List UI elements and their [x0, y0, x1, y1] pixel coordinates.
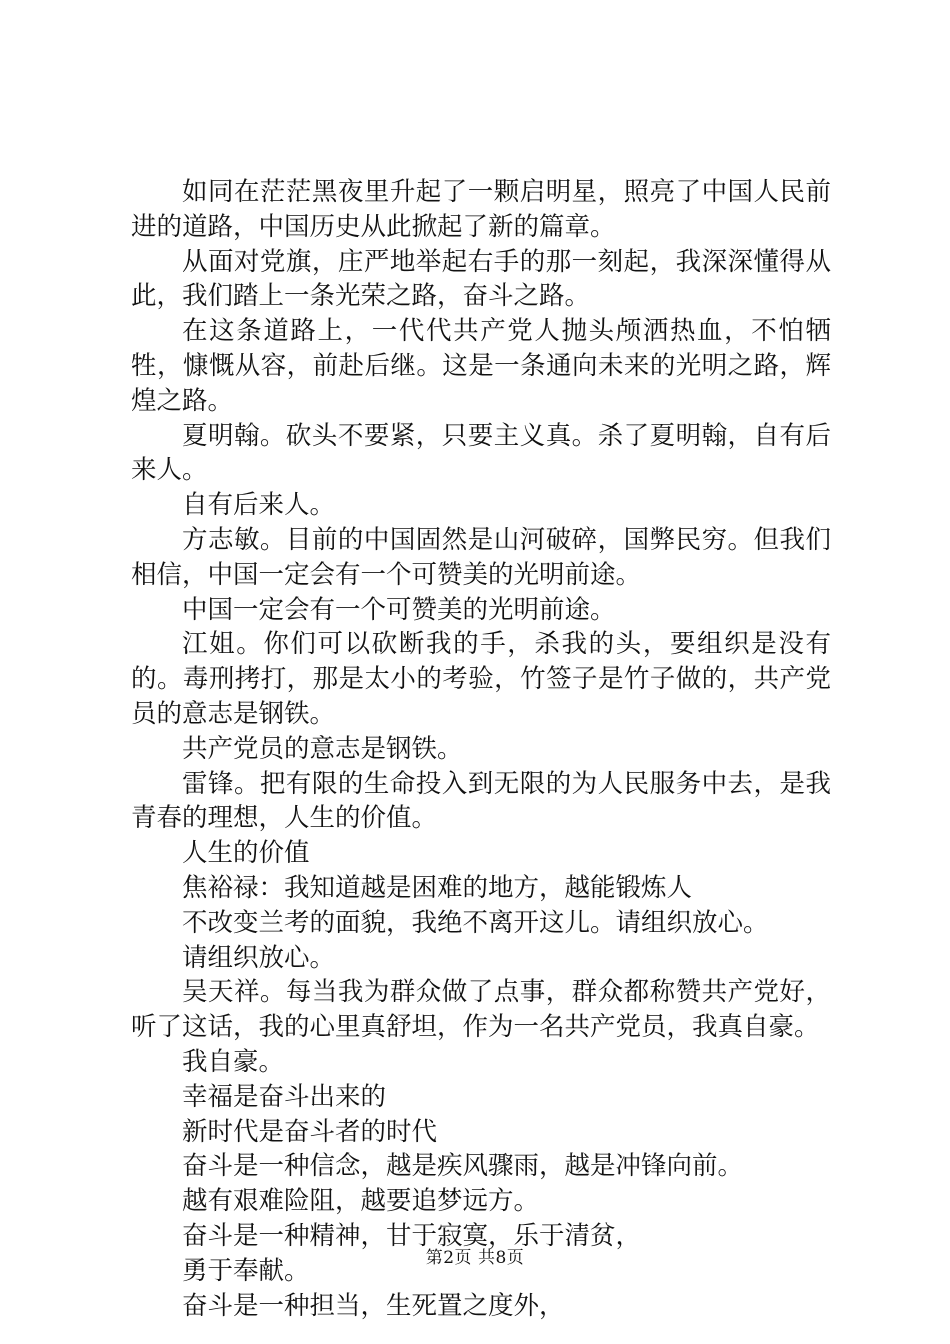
paragraph-10: 雷锋。把有限的生命投入到无限的为人民服务中去，是我青春的理想，人生的价值。: [131, 768, 831, 834]
paragraph-23: 奋斗是一种担当，生死置之度外，: [182, 1290, 565, 1321]
paragraph-9: 共产党员的意志是钢铁。: [182, 733, 463, 764]
paragraph-22: 勇于奉献。: [182, 1255, 310, 1286]
paragraph-6: 方志敏。目前的中国固然是山河破碎，国弊民穷。但我们相信，中国一定会有一个可赞美的光明前途。: [131, 524, 831, 590]
paragraph-16: 我自豪。: [182, 1046, 285, 1077]
paragraph-5: 自有后来人。: [182, 490, 336, 521]
paragraph-1: 如同在茫茫黑夜里升起了一颗启明星，照亮了中国人民前进的道路，中国历史从此掀起了新的篇章。: [131, 177, 831, 242]
paragraph-3: 在这条道路上，一代代共产党人抛头颅洒热血，不怕牺牲，慷慨从容，前赴后继。这是一条通向未来的光明之路，辉煌之路。: [131, 316, 831, 416]
paragraph-17: 幸福是奋斗出来的: [182, 1081, 387, 1112]
page-footer: 第2页 共8页: [425, 1248, 525, 1268]
paragraph-14: 请组织放心。: [182, 942, 336, 973]
paragraph-12: 焦裕禄：我知道越是困难的地方，越能锻炼人: [182, 872, 693, 903]
paragraph-2: 从面对党旗，庄严地举起右手的那一刻起，我深深懂得从此，我们踏上一条光荣之路，奋斗之路。: [131, 246, 831, 312]
paragraph-20: 越有艰难险阻，越要追梦远方。: [182, 1186, 540, 1217]
paragraph-15: 吴天祥。每当我为群众做了点事，群众都称赞共产党好，听了这话，我的心里真舒坦，作为一名共产党员，我真自豪。: [131, 977, 831, 1043]
paragraph-7: 中国一定会有一个可赞美的光明前途。: [182, 594, 616, 625]
document-body: [131, 175, 831, 1323]
paragraph-8: 江姐。你们可以砍断我的手，杀我的头，要组织是没有的。毒刑拷打，那是太小的考验，竹签子是竹子做的，共产党员的意志是钢铁。: [131, 629, 831, 729]
paragraph-21: 奋斗是一种精神，甘于寂寞，乐于清贫，: [182, 1220, 642, 1251]
paragraph-4: 夏明翰。砍头不要紧，只要主义真。杀了夏明翰，自有后来人。: [131, 420, 831, 486]
paragraph-18: 新时代是奋斗者的时代: [182, 1116, 438, 1147]
paragraph-19: 奋斗是一种信念，越是疾风骤雨，越是冲锋向前。: [182, 1151, 744, 1182]
paragraph-11: 人生的价值: [182, 838, 310, 869]
paragraph-13: 不改变兰考的面貌，我绝不离开这儿。请组织放心。: [182, 907, 769, 938]
